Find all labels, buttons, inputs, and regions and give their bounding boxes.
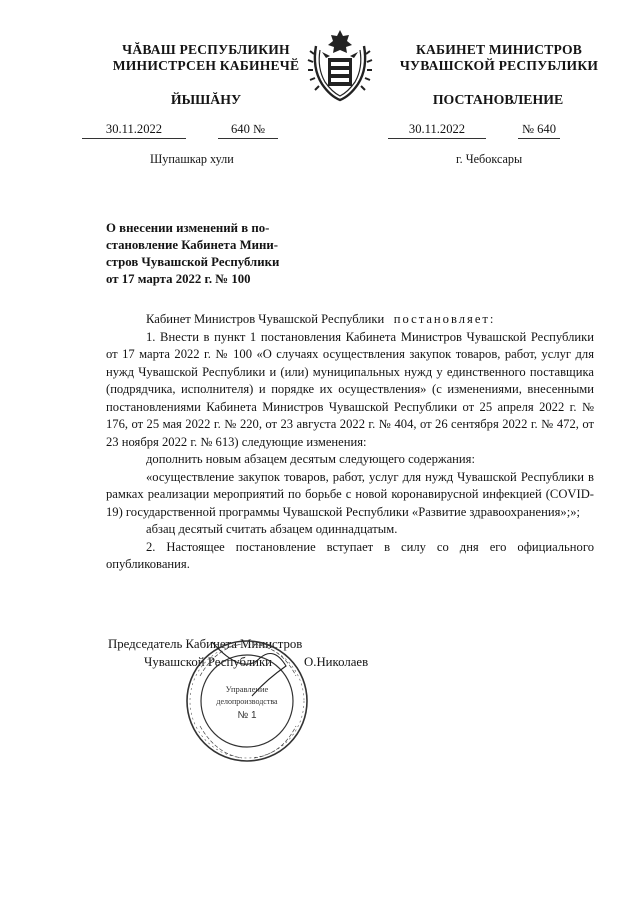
- official-stamp-icon: [182, 636, 312, 766]
- signature-name: О.Николаев: [304, 655, 369, 669]
- left-place: Шупашкар хули: [150, 152, 234, 166]
- header-left-doc-type: ЙЫШĂНУ: [170, 92, 242, 107]
- title-line: становление Кабинета Мини-: [106, 238, 279, 252]
- left-date: 30.11.2022: [82, 122, 186, 139]
- intro-text: Кабинет Министров Чувашской Республики: [146, 312, 385, 326]
- signature-line2: Чувашской Республики: [144, 655, 273, 669]
- paragraph-3: «осуществление закупок товаров, работ, услуг для нужд Чувашской Республики в рамках реализации мероприятий по борьбе с новой коронавирусной инфекцией (COVID-19) государственной программы Чувашской Республики «Развитие здравоохранения»;»;: [106, 469, 594, 519]
- left-number: 640 №: [218, 122, 278, 139]
- header-right-line2: ЧУВАШСКОЙ РЕСПУБЛИКИ: [399, 58, 599, 73]
- header-right-line1: КАБИНЕТ МИНИСТРОВ: [415, 42, 583, 57]
- header-left: [92, 42, 320, 74]
- header-left-line1: ЧĂВАШ РЕСПУБЛИКИН: [122, 42, 290, 57]
- right-date-number: [388, 122, 560, 139]
- intro-spaced: постановляет:: [393, 312, 496, 326]
- intro-paragraph: [106, 311, 594, 329]
- paragraph-1: 1. Внести в пункт 1 постановления Кабинета Министров Чувашской Республики от 17 марта 2022 г. № 100 «О случаях осуществления закупок товаров, работ, услуг для нужд Чувашской Республики и (или) муниципальных нужд у единственного поставщика (подрядчика, исполнителя) и порядке их осуществления» (с изменениями, внесенными постановлениями Кабинета Министров Чувашской Республики от 25 апреля 2022 г. № 176, от 25 мая 2022 г. № 220, от 23 августа 2022 г. № 404, от 26 сентября 2022 г. № 472, от 23 ноября 2022 г. № 613) следующие изменения:: [106, 329, 594, 449]
- paragraph-5: 2. Настоящее постановление вступает в силу со дня его официального опубликования.: [106, 539, 594, 571]
- header-right: [392, 42, 606, 74]
- title-line: О внесении изменений в по-: [106, 221, 270, 235]
- header-right-doc-type: ПОСТАНОВЛЕНИЕ: [432, 92, 564, 107]
- header-left-line2: МИНИСТРСЕН КАБИНЕЧӖ: [112, 58, 300, 73]
- stamp-line3: № 1: [237, 710, 257, 721]
- left-date-number: [82, 122, 278, 139]
- document-body: [106, 311, 594, 574]
- paragraph-2: дополнить новым абзацем десятым следующего содержания:: [146, 452, 475, 466]
- paragraph-4: абзац десятый считать абзацем одиннадцатым.: [146, 522, 398, 536]
- right-place: г. Чебоксары: [456, 152, 523, 166]
- stamp-line1: Управление: [225, 684, 269, 694]
- right-number: № 640: [518, 122, 560, 139]
- signature-line1: Председатель Кабинета Министров: [108, 637, 303, 651]
- stamp-line2: делопроизводства: [216, 697, 278, 706]
- document-title: [106, 220, 316, 288]
- coat-of-arms-icon: [300, 24, 380, 104]
- right-date: 30.11.2022: [388, 122, 486, 139]
- title-line: стров Чувашской Республики: [106, 255, 280, 269]
- title-line: от 17 марта 2022 г. № 100: [106, 272, 251, 286]
